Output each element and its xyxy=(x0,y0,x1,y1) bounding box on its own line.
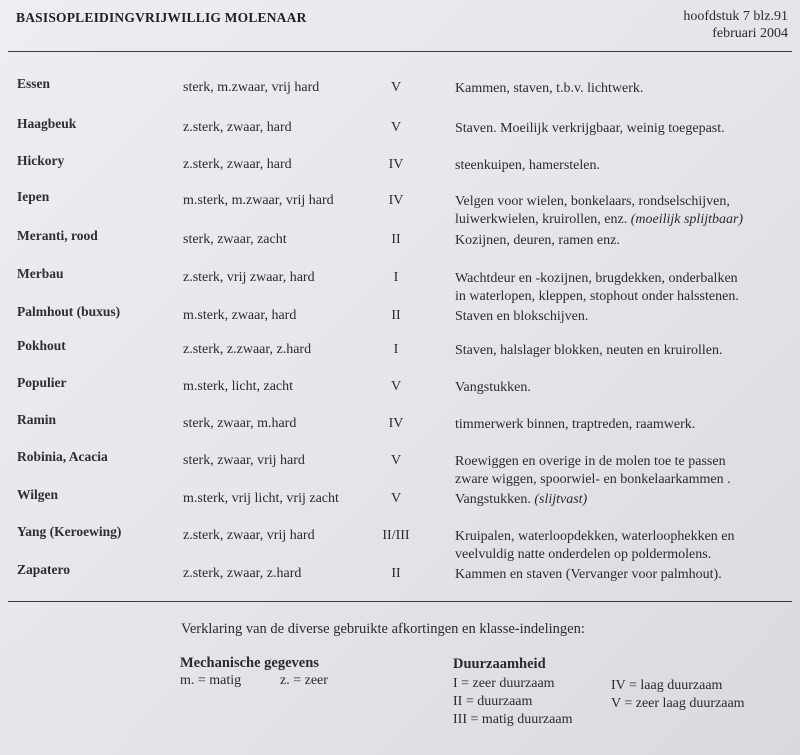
application-text: Vangstukken. xyxy=(455,492,531,507)
application-text: Staven en blokschijven. xyxy=(455,309,589,324)
mechanical-properties: z.sterk, zwaar, hard xyxy=(183,120,292,135)
wood-name: Hickory xyxy=(17,153,65,168)
mechanical-properties: m.sterk, vrij licht, vrij zacht xyxy=(183,491,339,506)
application-line xyxy=(455,211,743,229)
mechanical-properties: z.sterk, zwaar, vrij hard xyxy=(183,528,315,543)
durability-class: II/III xyxy=(382,528,410,543)
mechanical-properties: sterk, m.zwaar, vrij hard xyxy=(183,80,320,95)
mechanical-properties: sterk, zwaar, vrij hard xyxy=(183,453,305,468)
application xyxy=(455,270,739,306)
mechanical-properties: m.sterk, m.zwaar, vrij hard xyxy=(183,193,334,208)
page-reference xyxy=(683,8,788,42)
application xyxy=(455,528,735,564)
wood-name: Essen xyxy=(17,76,51,91)
application-line xyxy=(455,308,588,326)
wood-name: Yang (Keroewing) xyxy=(17,524,122,539)
application xyxy=(455,157,600,175)
chapter-page: hoofdstuk 7 blz.91 xyxy=(683,9,788,24)
mechanical-properties: sterk, zwaar, m.hard xyxy=(183,416,297,431)
application xyxy=(455,308,588,326)
mechanical-properties: z.sterk, vrij zwaar, hard xyxy=(183,270,315,285)
mechanical-properties: m.sterk, zwaar, hard xyxy=(183,308,297,323)
wood-name: Palmhout (buxus) xyxy=(17,304,121,319)
application-text: veelvuldig natte onderdelen op poldermolens. xyxy=(455,547,712,562)
application-text: zware wiggen, spoorwiel- en bonkelaarkammen . xyxy=(455,472,731,487)
wood-name: Meranti, rood xyxy=(17,228,98,243)
application-line xyxy=(455,453,731,471)
application xyxy=(455,232,620,250)
application-line xyxy=(455,528,735,546)
application-line xyxy=(455,232,620,250)
dur-item: I = zeer duurzaam xyxy=(453,676,555,691)
application-line xyxy=(455,288,739,306)
dur-item: II = duurzaam xyxy=(453,694,533,709)
durability-class: IV xyxy=(388,193,404,208)
wood-name: Robinia, Acacia xyxy=(17,449,108,464)
application-line xyxy=(455,120,725,138)
application xyxy=(455,453,731,489)
application xyxy=(455,342,722,360)
wood-name: Populier xyxy=(17,375,67,390)
mech-item: z. = zeer xyxy=(280,673,328,688)
durability-class: II xyxy=(391,232,401,247)
mechanical-properties: sterk, zwaar, zacht xyxy=(183,232,287,247)
mechanical-properties: z.sterk, z.zwaar, z.hard xyxy=(183,342,312,357)
application-line xyxy=(455,546,735,564)
application-note: (moeilijk splijtbaar) xyxy=(630,212,744,227)
application-line xyxy=(455,491,587,509)
mech-item: m. = matig xyxy=(180,673,242,688)
durability-class: II xyxy=(391,566,401,581)
dur-item: IV = laag duurzaam xyxy=(611,678,723,693)
mech-heading: Mechanische gegevens xyxy=(180,655,319,671)
application-text: Wachtdeur en -kozijnen, brugdekken, onderbalken xyxy=(455,271,738,286)
wood-name: Zapatero xyxy=(17,562,70,577)
dur-item: III = matig duurzaam xyxy=(453,712,573,727)
durability-class: V xyxy=(390,120,402,135)
application-text: Vangstukken. xyxy=(455,380,531,395)
application-text: Velgen voor wielen, bonkelaars, rondselschijven, xyxy=(455,194,730,209)
application xyxy=(455,80,643,98)
application-text: timmerwerk binnen, traptreden, raamwerk. xyxy=(455,417,696,432)
application-text: luiwerkwielen, kruirollen, enz. xyxy=(455,212,628,227)
wood-name: Iepen xyxy=(17,189,50,204)
mechanical-properties: m.sterk, licht, zacht xyxy=(183,379,294,394)
durability-class: I xyxy=(393,270,399,285)
application-line xyxy=(455,566,722,584)
application-line xyxy=(455,342,722,360)
application xyxy=(455,416,695,434)
mechanical-properties: z.sterk, zwaar, z.hard xyxy=(183,566,302,581)
application-text: Staven. Moeilijk verkrijgbaar, weinig toegepast. xyxy=(455,121,725,136)
legend-intro: Verklaring van de diverse gebruikte afkortingen en klasse-indelingen: xyxy=(181,621,585,637)
application-text: Roewiggen en overige in de molen toe te passen xyxy=(455,454,726,469)
application xyxy=(455,491,587,509)
application-text: Kruipalen, waterloopdekken, waterloophekken en xyxy=(455,529,735,544)
durability-class: IV xyxy=(388,416,404,431)
dur-heading: Duurzaamheid xyxy=(453,656,546,672)
durability-class: V xyxy=(390,80,402,95)
wood-name: Ramin xyxy=(17,412,57,427)
application-text: in waterlopen, kleppen, stophout onder halsstenen. xyxy=(455,289,739,304)
legend-divider xyxy=(8,601,792,602)
wood-name: Merbau xyxy=(17,266,64,281)
application-text: Kammen en staven (Vervanger voor palmhout). xyxy=(455,567,722,582)
application-note: (slijtvast) xyxy=(534,492,588,507)
durability-class: IV xyxy=(388,157,404,172)
wood-name: Wilgen xyxy=(17,487,59,502)
application-text: Kozijnen, deuren, ramen enz. xyxy=(455,233,620,248)
application-line xyxy=(455,157,600,175)
header-divider xyxy=(8,51,792,52)
document-title: BASISOPLEIDINGVRIJWILLIG MOLENAAR xyxy=(16,10,307,25)
application-line xyxy=(455,193,743,211)
wood-name: Pokhout xyxy=(17,338,66,353)
durability-class: V xyxy=(390,491,402,506)
application-line xyxy=(455,270,739,288)
document-date: februari 2004 xyxy=(712,26,788,41)
durability-class: II xyxy=(391,308,401,323)
durability-class: I xyxy=(393,342,399,357)
application xyxy=(455,193,743,229)
durability-class: V xyxy=(390,453,402,468)
application xyxy=(455,120,725,138)
application-text: steenkuipen, hamerstelen. xyxy=(455,158,601,173)
wood-name: Haagbeuk xyxy=(17,116,77,131)
application-text: Kammen, staven, t.b.v. lichtwerk. xyxy=(455,81,644,96)
application-line xyxy=(455,379,531,397)
durability-class: V xyxy=(390,379,402,394)
mechanical-properties: z.sterk, zwaar, hard xyxy=(183,157,292,172)
application-line xyxy=(455,471,731,489)
application xyxy=(455,379,531,397)
dur-item: V = zeer laag duurzaam xyxy=(611,696,745,711)
application-line xyxy=(455,80,643,98)
application xyxy=(455,566,722,584)
application-line xyxy=(455,416,695,434)
application-text: Staven, halslager blokken, neuten en kruirollen. xyxy=(455,343,723,358)
